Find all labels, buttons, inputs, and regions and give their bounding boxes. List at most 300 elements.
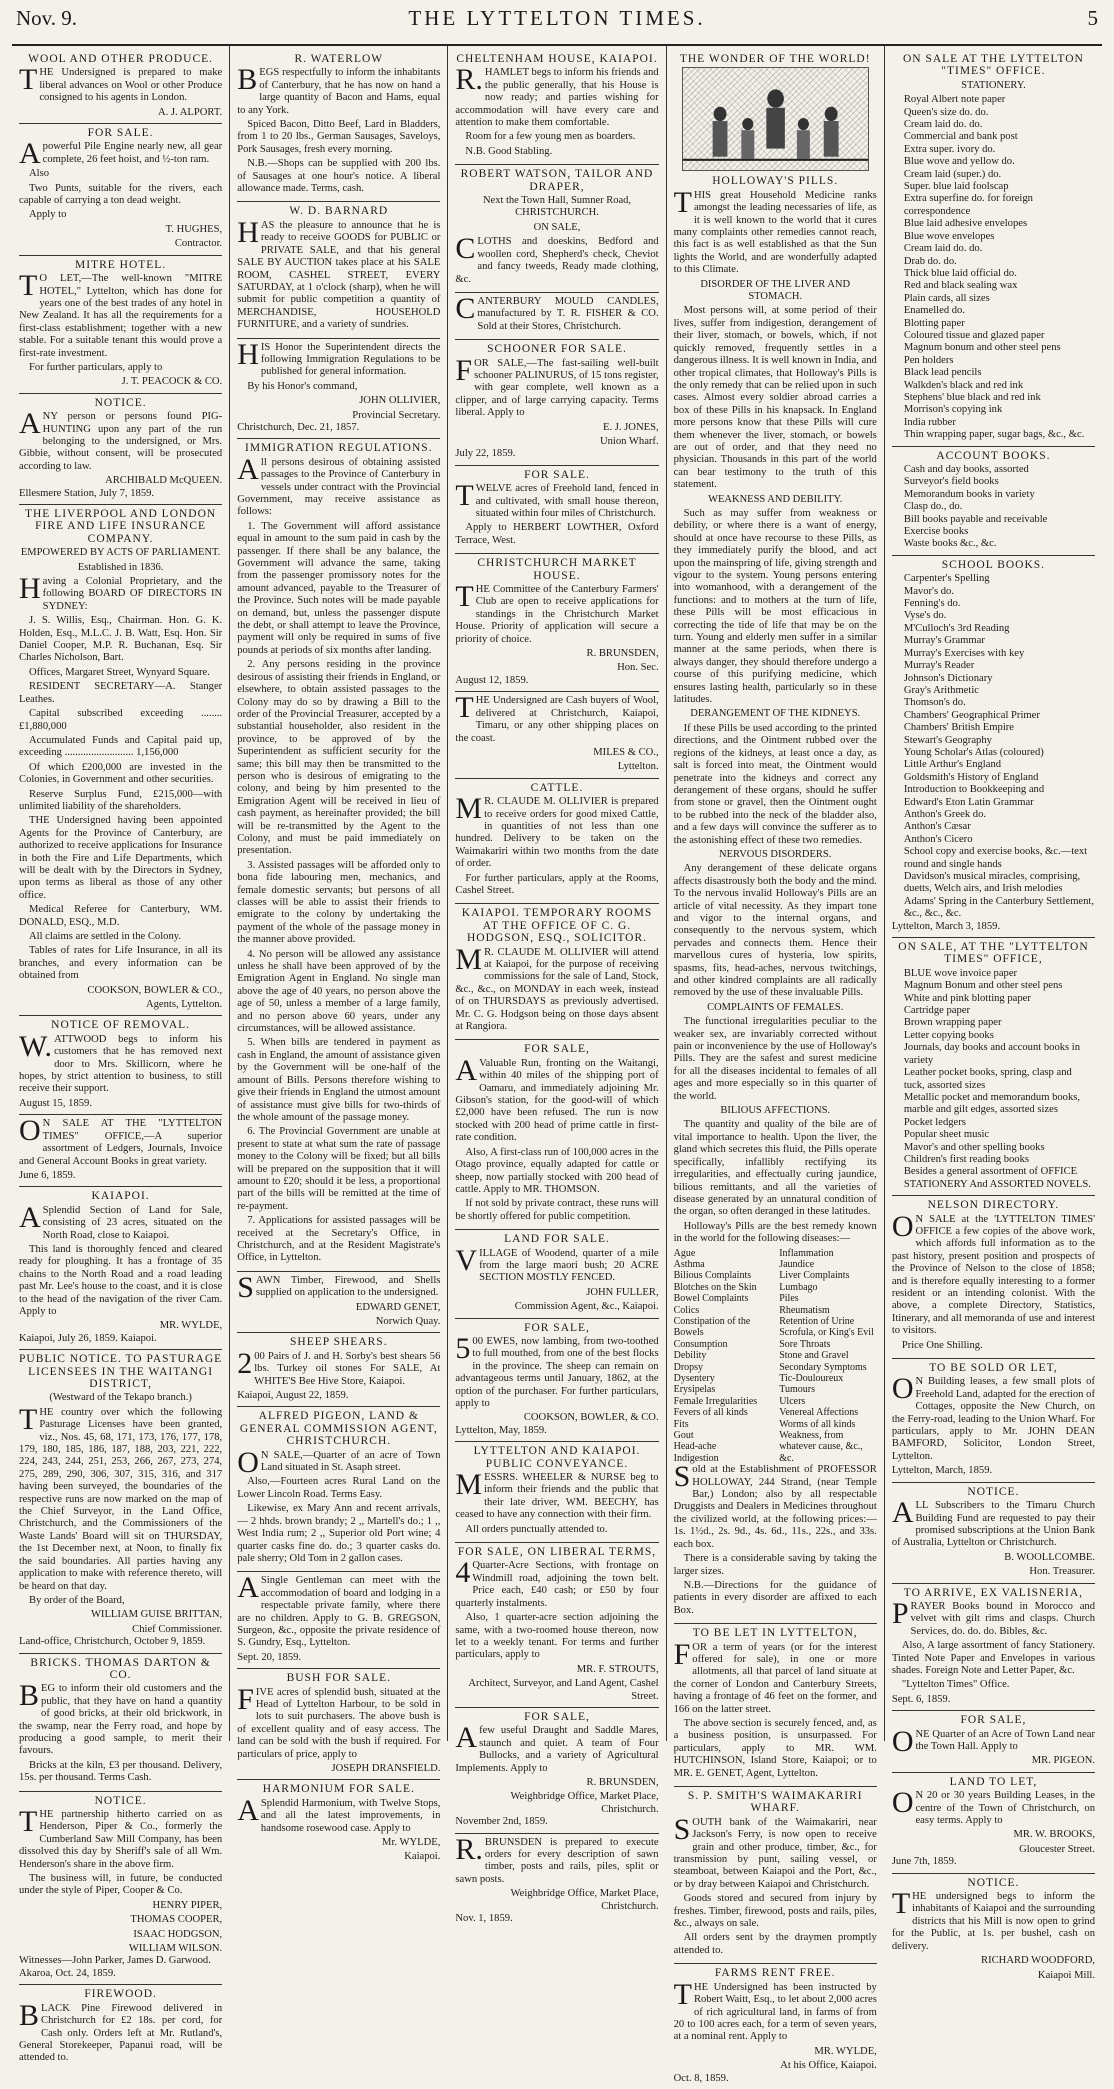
list-item: Extra superfine do. for foreign correspondence — [903, 193, 1033, 217]
ad-paragraph: 4Quarter-Acre Sections, with frontage on Windmill road, adjoining the town belt. Price each, £40 cash; or £50 by four quarterly instalments. — [455, 1556, 659, 1609]
ad-paragraph: THE country over which the following Pasturage Licenses have been granted, viz., Nos. 45, 68, 171, 173, 176, 177, 178, 179, 180, 185, 186, 187, 188, 203, 221, 222, 224, 243, 244, 251, 253, 266, 267, 273, 274, 275, 289, 290, 306, 307, 315, 316, and 317 having been surveyed, the boundaries of the respective runs are now marked on the map of the Chief Surveyor, in the Land Office, Christchurch, and the Commissioners of the Waste Lands' Board will sit on THURSDAY, the 1st December next, at Noon, to finally fix the said boundaries. All parties having any application to make with reference thereto, will be heard on that day. — [19, 1402, 223, 1592]
list-item: Murray's Grammar — [903, 635, 985, 647]
ad-paragraph: 6. The Provincial Government are unable at present to state at what sum the rate of passage money to the Colony will be fixed; but all bills will be prepared on the supposition that it will amount to £20; should it be less, a proportional part of the bills will be remitted at the time of re-payment. — [237, 1126, 441, 1212]
list-item: Johnson's Dictionary — [903, 672, 993, 684]
ad-title: ON SALE, AT THE "LYTTELTON TIMES" OFFICE, — [898, 941, 1089, 966]
list-item: Blue wove envelopes — [903, 230, 995, 242]
ad-paragraph: Apowerful Pile Engine nearly new, all gear complete, 26 feet hoist, and ½-ton ram. — [19, 137, 223, 171]
ad-body — [455, 1832, 659, 1887]
figures-engraving — [683, 68, 868, 170]
section-heading: NERVOUS DISORDERS. — [719, 848, 832, 860]
advertisement — [892, 938, 1095, 1196]
ad-signature: At his Office, Kaiapoi. — [780, 2060, 877, 2072]
pills-body — [673, 185, 877, 1246]
disease-item: Liver Complaints — [779, 1270, 850, 1282]
ad-dateline: Kaiapoi, July 26, 1859. Kaiapoi. — [19, 1332, 157, 1344]
ad-paragraph: Having a Colonial Proprietary, and the following BOARD OF DIRECTORS IN SYDNEY: — [19, 572, 223, 612]
pills-paragraph: Such as may suffer from weakness or debility, or where there is a want of energy, should at once have recourse to these Pills, as they immediately purify the blood, and act upon the mainspring of life, giving strength and vigour to the system. Young persons entering into womanhood, with a derangement of the functions: and to mothers at the turn of life, these Pills will be most efficacious in correcting the tide of life that may be on the turn. Young and elderly men suffer in a similar manner at the same periods, when there is always danger, they should therefore undergo a course of this purifying medicine, which ensures lasting health, particularly so in these latitudes. — [673, 507, 877, 706]
list-item: Young Scholar's Atlas (coloured) — [903, 746, 1044, 758]
ad-paragraph: N.B. Good Stabling. — [465, 145, 553, 157]
ad-body — [237, 1793, 441, 1835]
ad-body — [237, 63, 441, 195]
pills-paragraph: Holloway's Pills are the best remedy known in the world for the following diseases:— — [673, 1220, 877, 1245]
ad-dateline: Ellesmere Station, July 7, 1859. — [19, 487, 155, 499]
ad-title: THE LIVERPOOL AND LONDON FIRE AND LIFE INSURANCE COMPANY. — [24, 508, 217, 545]
list-item: Blotting paper — [903, 317, 965, 329]
list-item: Pocket ledgers — [903, 1116, 966, 1128]
advertisement — [455, 1319, 658, 1443]
column-3 — [448, 46, 666, 1925]
ad-dateline: Nov. 1, 1859. — [455, 1913, 513, 1925]
ad-paragraph: MR. CLAUDE M. OLLIVIER is prepared to receive orders for good mixed Cattle, in quantities of not less than one hundred. Delivery to be taken on the Waimakariri within two months from the date of order. — [455, 792, 659, 870]
disease-item: Ague — [673, 1247, 696, 1259]
ad-paragraph: THE undersigned begs to inform the inhabitants of Kaiapoi and the surrounding districts that his Mill is now open to grind for the Public, at 1s. per bushel, cash on delivery. — [891, 1887, 1096, 1952]
ad-title: NELSON DIRECTORY. — [927, 1199, 1060, 1212]
disease-item: Jaundice — [779, 1258, 815, 1270]
ad-body — [19, 1805, 223, 1898]
ad-signature: HENRY PIPER, — [152, 1899, 223, 1911]
ad-body — [19, 1200, 223, 1319]
ad-paragraph: Reserve Surplus Fund, £215,000—with unlimited liability of the shareholders. — [19, 788, 223, 812]
disease-item: Weakness, from whatever cause, &c., &c. — [779, 1430, 863, 1464]
ad-signature: THOMAS COOPER, — [130, 1914, 223, 1926]
ad-body — [237, 1445, 441, 1566]
ad-paragraph: HAS the pleasure to announce that he is ready to receive GOODS for PUBLIC or PRIVATE SALE, and that his general SALE BY AUCTION takes place at his SALE ROOM, CASHEL STREET, EVERY SATURDAY, at 1 o'clock (sharp), when he will submit for public competition a quantity of MERCHANDISE, HOUSEHOLD FURNITURE, and a variety of sundries. — [237, 215, 441, 331]
disease-item: Sore Throats — [779, 1338, 831, 1350]
list-item: Drab do. do. — [903, 255, 957, 267]
ad-title: KAIAPOI. TEMPORARY ROOMS AT THE OFFICE OF C. G. HODGSON, ESQ., SOLICITOR. — [461, 907, 653, 945]
pills-title: HOLLOWAY'S PILLS. — [712, 175, 839, 188]
pills-paragraph: THIS great Household Medicine ranks amongst the leading necessaries of life, as it is well known to the world that it cures many complaints other remedies cannot reach, this fact is as well established as that the Sun lights the World, and are wonderfully adapted to this Climate. — [673, 185, 877, 276]
disease-item: Stone and Gravel — [779, 1350, 849, 1362]
ad-list — [892, 94, 1095, 441]
ad-paragraph: For further particulars, apply to — [29, 361, 163, 373]
advertisement — [674, 1964, 877, 2089]
advertisement — [892, 1773, 1095, 1874]
advertisement — [19, 256, 222, 394]
ad-signature: EDWARD GENET, — [355, 1301, 441, 1313]
ad-paragraph: MESSRS. WHEELER & NURSE beg to inform their friends and the public that their late driver, WM. BEECHY, has ceased to have any connection with their firm. — [455, 1468, 659, 1521]
section-heading: COMPLAINTS OF FEMALES. — [707, 1001, 844, 1013]
issue-date: Nov. 9. — [16, 6, 78, 30]
section-heading: WEAKNESS AND DEBILITY. — [708, 493, 843, 505]
ad-dateline: July 22, 1859. — [455, 448, 516, 460]
ad-signature: JOHN OLLIVIER, — [359, 395, 441, 407]
ad-body — [19, 1029, 223, 1096]
ad-paragraph: By his Honor's command, — [247, 380, 358, 392]
advertisement — [237, 202, 440, 338]
advertisement — [892, 1874, 1095, 1986]
list-item: Royal Albert note paper — [903, 94, 1006, 106]
list-item: Blue wove and yellow do. — [903, 156, 1015, 168]
column-4-adverts — [674, 1624, 877, 2089]
ad-body — [19, 1679, 223, 1784]
disease-item: Indigestion — [673, 1452, 719, 1464]
advertisement — [19, 1985, 222, 2070]
ad-signature: JOHN FULLER, — [586, 1286, 659, 1298]
ad-paragraph: 200 Pairs of J. and H. Sorby's best shears 56 lbs. Turkey oil stones For SALE, At WHITE'S Bee Hive Store, Kaiapoi. — [237, 1346, 441, 1387]
advertisement — [892, 1584, 1095, 1712]
ad-title: TO ARRIVE, EX VALISNERIA, — [903, 1586, 1084, 1599]
ad-body — [19, 1114, 223, 1168]
ad-paragraph: Afew useful Draught and Saddle Mares, staunch and quiet. A team of Four Bullocks, and a variety of Agricultural Implements. Apply to — [455, 1721, 659, 1774]
list-item: Little Arthur's England — [903, 759, 1002, 771]
advertisement — [455, 1834, 658, 1930]
ad-dateline: Christchurch, Dec. 21, 1857. — [237, 421, 360, 433]
ad-title: PUBLIC NOTICE. TO PASTURAGE LICENSEES IN THE WAITANGI DISTRICT, — [19, 1353, 223, 1390]
ad-title: NOTICE. — [94, 396, 147, 409]
disease-item: Lumbago — [779, 1281, 818, 1293]
ad-signature: Kaiapoi Mill. — [1037, 1969, 1096, 1981]
list-item: BLUE wove invoice paper — [903, 967, 1018, 979]
list-item: White and pink blotting paper — [903, 992, 1031, 1004]
ad-dateline: November 2nd, 1859. — [455, 1816, 548, 1828]
list-item: Red and black sealing wax — [903, 280, 1018, 292]
ad-paragraph: All orders sent by the draymen promptly attended to. — [673, 1932, 877, 1956]
list-item: Besides a general assortment of OFFICE STATIONERY And ASSORTED NOVELS. — [903, 1166, 1091, 1190]
ad-signature: R. BRUNSDEN, — [586, 648, 659, 660]
ad-signature: T. HUGHES, — [165, 223, 223, 235]
ad-signature: Provincial Secretary. — [352, 409, 441, 421]
list-item: Morrison's copying ink — [903, 404, 1003, 416]
ad-title: FOR SALE, — [960, 1714, 1027, 1727]
ad-paragraph: THE Undersigned having been appointed Agents for the Province of Canterbury, are authorized to receive applications for Insurance in both the Fire and Life Departments, which will be dealt with by the Directors in Sydney, upon terms as liberal as those of any other office. — [19, 815, 223, 901]
ad-body — [237, 1571, 441, 1649]
ad-subtitle: EMPOWERED BY ACTS OF PARLIAMENT. — [20, 547, 221, 559]
disease-item: Tic-Douloureux — [779, 1373, 844, 1384]
ad-body — [455, 479, 659, 547]
advertisement — [19, 1016, 222, 1115]
ad-paragraph: Offices, Margaret Street, Wynyard Square. — [29, 666, 210, 678]
list-item: Mavor's and other spelling books — [903, 1141, 1045, 1153]
ad-paragraph: ON Building leases, a few small plots of Freehold Land, adapted for the erection of Cottages, opposite the New Church, on the Ferry-road, leading to the Union Wharf. For particulars, apply to Mr. JOHN DEAN BAMFORD, Solicitor, London Street, Lyttelton. — [891, 1372, 1096, 1462]
ad-paragraph: Spiced Bacon, Ditto Beef, Lard in Bladders, from 1 to 20 lbs., German Sausages, Saveloys, Pork Sausages, fresh every morning. — [237, 119, 441, 155]
ad-body — [237, 337, 441, 394]
pills-paragraph: Any derangement of these delicate organs affects disastrously both the body and the mind. To the nervous invalid Holloway's Pills are an article of vital necessity. As they impart tone and vigor to the internal organs, and consequently to the nervous system, which pervades and connects them. Hence their marvellous cures of hysteria, low spirits, spasms, fits, head-aches, nervous twitchings, and other kindred complaints are all radically removed by the use of these invaluable Pills. — [673, 863, 877, 999]
list-item: Thin wrapping paper, sugar bags, &c., &c. — [903, 429, 1085, 441]
list-item: Clasp do., do. — [903, 501, 963, 513]
disease-item: Piles — [779, 1293, 799, 1305]
ad-paragraph: By order of the Board, — [29, 1594, 125, 1606]
ad-body — [891, 1887, 1096, 1953]
ad-title: KAIAPOI. — [91, 1190, 150, 1203]
list-item: Walkden's black and red ink — [903, 379, 1024, 391]
ad-dateline: Witnesses—John Parker, James D. Garwood. Akaroa, Oct. 24, 1859. — [19, 1955, 211, 1979]
ad-title: HARMONIUM FOR SALE. — [262, 1783, 415, 1796]
ad-signature: Commission Agent, &c., Kaiapoi. — [514, 1301, 659, 1313]
disease-item: Worms of all kinds — [779, 1418, 856, 1430]
ad-paragraph: Room for a few young men as boarders. — [465, 131, 636, 143]
disease-item: Gout — [673, 1430, 694, 1442]
advertisement — [892, 447, 1095, 556]
advertisement — [455, 1442, 658, 1543]
ad-dateline: June 6, 1859. — [19, 1169, 76, 1181]
list-item: Thomson's do. — [903, 697, 966, 709]
ad-body — [455, 63, 659, 158]
disease-item: Female Irregularities — [673, 1395, 758, 1407]
ad-paragraph: Also, A first-class run of 100,000 acres in the Otago province, equally adapted for cattle or sheep, now partially stocked with 200 head of cattle. Apply to MR. THOMSON. — [455, 1146, 659, 1195]
ad-paragraph: Bricks at the kiln, £3 per thousand. Delivery, 15s. per thousand. Terms Cash. — [19, 1759, 223, 1784]
advertisement — [674, 1624, 877, 1787]
column-5 — [885, 46, 1102, 1981]
ad-signature: COOKSON, BOWLER & CO., — [87, 984, 223, 996]
list-item: Brown wrapping paper — [903, 1017, 1002, 1029]
ad-paragraph: For further particulars, apply at the Rooms, Cashel Street. — [455, 872, 659, 896]
ad-paragraph: TO LET,—The well-known "MITRE HOTEL," Lyttelton, which has done for years one of the best trades of any hotel in New Zealand. It has all the requirements for a first-class establishment; together with a new stable. For a suitable tenant this would prove a first-rate investment. — [19, 269, 223, 359]
list-item: Pen holders — [903, 354, 954, 366]
page-columns — [12, 46, 1102, 2084]
advertisement — [19, 1654, 222, 1792]
list-item: Waste books &c., &c. — [903, 538, 997, 550]
ad-title: CATTLE. — [530, 781, 584, 794]
ad-paragraph: THE Undersigned has been instructed by Robert Waitt, Esq., to let about 2,000 acres of rich agricultural land, in farms of from 20 to 100 acres each, for a term of seven years, at a nominal rent. Apply to — [673, 1977, 877, 2043]
ad-signature: Mr. WYLDE, — [382, 1837, 441, 1849]
list-item: School copy and exercise books, &c.—text round and single hands — [903, 846, 1088, 870]
disease-item: Ulcers — [779, 1395, 806, 1407]
ad-subtitle: (Westward of the Tekapo branch.) — [49, 1392, 192, 1404]
ad-paragraph: THE Committee of the Canterbury Farmers' Club are open to receive applications for standings in the Christchurch Market House. Priority of application will secure a priority of choice. — [455, 580, 659, 645]
ad-title: TO BE LET IN LYTTELTON, — [692, 1627, 858, 1640]
ad-paragraph: Also — [29, 168, 50, 180]
disease-item: Retention of Urine — [779, 1315, 855, 1327]
ad-paragraph: ASingle Gentleman can meet with the accommodation of board and lodging in a respectable private family, where there are no children. Apply to G. B. GREGSON, Surgeon, &c., opposite the private residence of S. Gundry, Esq., Lyttelton. — [237, 1571, 441, 1649]
pills-paragraph: Sold at the Establishment of PROFESSOR HOLLOWAY, 244 Strand, (near Temple Bar,) London; also by all respectable Druggists and Dealers in Medicines throughout the civilized world, at the following prices:—1s. 1½d., 2s. 9d., 4s. 6d., 11s., 22s., and 33s. each box. — [673, 1460, 877, 1550]
advertisement — [237, 1669, 440, 1780]
ad-list — [892, 464, 1095, 551]
list-item: Stephens' blue black and red ink — [903, 391, 1041, 403]
pills-paragraph: There is a considerable saving by taking the larger sizes. — [673, 1553, 877, 1577]
ad-paragraph: R.HAMLET begs to inform his friends and the public generally, that his House is now ready; and parties wishing for accommodation will have every care and attention to make them comfortable. — [455, 63, 659, 129]
list-item: Anthon's Cicero — [903, 833, 973, 845]
pills-paragraph: The quantity and quality of the bile are of vital importance to health. Upon the liver, the gland which secretes this fluid, the Pills operate specifically, infallibly rectifying its irregularities, and effectually curing jaundice, bilious remittants, and all the varieties of disease generated by an unnatural condition of the organ, so often deranged in these latitudes. — [673, 1119, 877, 1218]
ad-signature: Kaiapoi. — [404, 1851, 441, 1863]
list-item: Fenning's do. — [903, 598, 961, 610]
ad-signature: J. T. PEACOCK & CO. — [121, 376, 223, 388]
ad-paragraph: THE partnership hitherto carried on as Henderson, Piper & Co., formerly the Cumberland Saw Mill Company, has been dissolved this day by Sheriff's sale of all Wm. Henderson's share in the above firm. — [19, 1805, 223, 1870]
list-item: Stewart's Geography — [903, 734, 992, 746]
column-2 — [230, 46, 448, 1863]
section-heading: DERANGEMENT OF THE KIDNEYS. — [690, 708, 861, 720]
woodcut-caption: THE WONDER OF THE WORLD! — [679, 53, 871, 65]
ad-paragraph: Accumulated Funds and Capital paid up, exceeding .......................... 1,156,000 — [19, 734, 223, 759]
ad-dateline: Sept. 6, 1859. — [891, 1693, 951, 1705]
ad-paragraph: R.BRUNSDEN is prepared to execute orders for every description of sawn timber, posts and rails, piles, split or sawn posts. — [455, 1832, 659, 1885]
ad-paragraph: Also,—Fourteen acres Rural Land on the Lower Lincoln Road. Terms Easy. — [237, 1476, 441, 1500]
ad-title: BRICKS. THOMAS DARTON & CO. — [30, 1656, 211, 1681]
ad-title: ROBERT WATSON, TAILOR AND DRAPER, — [460, 168, 654, 193]
ad-paragraph: THE Undersigned is prepared to make liberal advances on Wool or other Produce consigned to his agents in London. — [19, 63, 223, 104]
list-item: Super. blue laid foolscap — [903, 181, 1009, 193]
ad-body — [455, 792, 659, 897]
advertisement — [237, 1407, 440, 1572]
ad-signature: WILLIAM WILSON. — [128, 1943, 223, 1955]
advertisement — [455, 1040, 658, 1230]
list-item: Magnum Bonum and other steel pens — [903, 980, 1063, 992]
ad-body — [19, 407, 223, 473]
ad-paragraph: Apply to HERBERT LOWTHER, Oxford Terrace, West. — [455, 522, 659, 546]
ad-signature: A. J. ALPORT. — [157, 106, 223, 118]
disease-item: Dysentery — [673, 1373, 715, 1384]
ad-title: SCHOOL BOOKS. — [941, 558, 1046, 571]
advertisement — [892, 556, 1095, 938]
ad-dateline: Lyttelton, March, 1859. — [891, 1465, 993, 1477]
ad-paragraph: ANY person or persons found PIG-HUNTING upon any part of the run belonging to the undersigned, or Mrs. Gibbie, without consent, will be prosecuted according to law. — [19, 407, 223, 472]
ad-paragraph: HIS Honor the Superintendent directs the following Immigration Regulations to be published for general information. — [237, 337, 441, 378]
ad-signature: WILLIAM GUISE BRITTAN, — [90, 1609, 223, 1621]
ad-list — [892, 968, 1095, 1191]
ad-signature: Lyttelton. — [617, 761, 659, 773]
ad-signature: ISAAC HODGSON, — [133, 1928, 223, 1940]
ad-body — [237, 452, 441, 1265]
ad-signature: Agents, Lyttelton. — [145, 999, 223, 1011]
advertisement — [237, 439, 440, 1271]
list-item: Surveyor's field books — [903, 476, 999, 488]
ad-dateline: Sept. 20, 1859. — [237, 1651, 302, 1663]
section-heading: BILIOUS AFFECTIONS. — [720, 1105, 831, 1117]
ad-title: SCHOONER FOR SALE. — [487, 343, 627, 356]
ad-body — [19, 572, 223, 983]
advertisement — [455, 779, 658, 905]
advertisement — [19, 50, 222, 124]
ad-body — [891, 1596, 1096, 1692]
pills-after — [673, 1460, 877, 1617]
list-item: Plain cards, all sizes — [903, 292, 990, 304]
advertisement — [455, 1230, 658, 1318]
advertisement — [455, 1543, 658, 1708]
ad-signature: Hon. Sec. — [617, 662, 659, 674]
ad-title: CHELTENHAM HOUSE, KAIAPOI. — [456, 53, 658, 65]
ad-paragraph: BLACK Pine Firewood delivered in Christchurch for £2 18s. per cord, for Cash only. Orders left at Mr. Rutland's, General Storekeeper, Papanui road, will be attended to. — [19, 1998, 223, 2064]
ad-paragraph: 5. When bills are tendered in payment as cash in England, the amount of assistance given by the Government will be one-half of the amount of Bills. Persons therefore wishing to give their friends in England the utmost amount of assistance must give bills for two-thirds of the whole amount of the passage money. — [237, 1037, 441, 1123]
ad-paragraph: FIVE acres of splendid bush, situated at the Head of Lyttelton Harbour, to be sold in lots to suit purchasers. The above bush is of excellent quality and of easy access. The land can be sold with the bush if required. For particulars of price, apply to — [237, 1682, 441, 1760]
advertisement — [19, 124, 222, 256]
ad-signature: JOSEPH DRANSFIELD. — [331, 1763, 441, 1774]
ad-title: LYTTELTON AND KAIAPOI. PUBLIC CONVEYANCE. — [473, 1445, 641, 1470]
ad-paragraph: W.ATTWOOD begs to inform his customers that he has removed next door to Mrs. Skillicorn, where he hopes, by strict attention to business, to still receive their support. — [19, 1029, 223, 1095]
ad-paragraph: RESIDENT SECRETARY—A. Stanger Leathes. — [19, 681, 223, 705]
ad-body — [455, 1243, 659, 1285]
ad-body — [237, 1270, 441, 1304]
ad-paragraph: PRAYER Books bound in Morocco and velvet with gilt rims and clasps. Church Services, do. do. do. Bibles, &c. — [891, 1596, 1096, 1637]
ad-dateline: Lyttelton, May, 1859. — [455, 1424, 547, 1436]
disease-item: Scrofula, or King's Evil — [779, 1327, 874, 1339]
advertisement — [455, 165, 658, 293]
ad-paragraph: THE Undersigned are Cash buyers of Wool, delivered at Christchurch, Kaiapoi, Timaru, or any other shipping places on the coast. — [455, 691, 659, 744]
list-item: Exercise books — [903, 526, 969, 538]
ad-signature: Norwich Quay. — [375, 1316, 441, 1327]
ad-dateline: Oct. 8, 1859. — [673, 2072, 729, 2084]
ad-title: ON SALE AT THE LYTTELTON "TIMES" OFFICE. — [902, 53, 1084, 78]
list-item: Blue laid adhesive envelopes — [903, 218, 1028, 230]
disease-item: Bowel Complaints — [673, 1293, 749, 1305]
ad-paragraph: 1. The Government will afford assistance equal in amount to the sum paid in cash by the passenger. If there shall be any balance, the Government will advance the same, taking from the passenger promissory notes for the amount advanced, payable to the Treasurer of the Province. Such notes will be made payable on demand, but, unless the passenger dispute the debt, or shall attempt to leave the Province, payment will only be required in sums of five pounds at periods of six months after landing. — [237, 520, 441, 656]
ad-title: WOOL AND OTHER PRODUCE. — [28, 53, 214, 65]
ad-body — [455, 291, 659, 333]
disease-item: Blotches on the Skin — [673, 1281, 757, 1293]
disease-item: Constipation of the Bowels — [673, 1315, 751, 1339]
ad-paragraph: All orders punctually attended to. — [465, 1523, 608, 1535]
list-item: Anthon's Greek do. — [903, 808, 987, 820]
advertisement — [19, 394, 222, 505]
ad-paragraph: ONE Quarter of an Acre of Town Land near the Town Hall. Apply to — [891, 1724, 1096, 1758]
list-item: Introduction to Bookkeeping and — [903, 784, 1045, 796]
ad-paragraph: Price One Shilling. — [901, 1339, 983, 1351]
ad-paragraph: Likewise, ex Mary Ann and recent arrivals,— 2 hhds. brown brandy; 2 ,, Martell's do.; 1 ,, West India rum; 2 ,, Superior old Port wine; 4 quarter casks fine do. do.; 3 quarter casks do. pale sherry; Old Tom in 2 gallon cases. — [237, 1503, 441, 1564]
ad-signature: Weighbridge Office, Market Place, Christchurch. — [510, 1791, 659, 1815]
list-item: Edward's Eton Latin Grammar — [903, 796, 1034, 808]
ad-body — [673, 1637, 877, 1780]
list-item: Thick blue laid official do. — [903, 267, 1017, 279]
ad-paragraph: SAWN Timber, Firewood, and Shells supplied on application to the undersigned. — [237, 1270, 441, 1304]
list-item: Goldsmith's History of England — [903, 771, 1039, 783]
disease-item: Rheumatism — [779, 1304, 830, 1316]
list-item: Murray's Exercises with key — [903, 647, 1025, 659]
list-item: Popular sheet music — [903, 1129, 990, 1141]
ad-title: NOTICE. — [967, 1485, 1020, 1498]
disease-item: Debility — [673, 1350, 707, 1362]
ad-signature: MR. WYLDE, — [814, 2045, 877, 2057]
holloway-advert — [674, 50, 877, 1624]
ad-signature: RICHARD WOODFORD, — [981, 1955, 1096, 1967]
ad-body — [455, 580, 659, 646]
advertisement — [19, 505, 222, 1016]
pills-paragraph: If these Pills be used according to the printed directions, and the Ointment rubbed over the regions of the kidneys, at least once a day, as salt is forced into meat, the Ointment would penetrate into the kidneys and correct any derangement of these organs, should he suffer from stone or gravel, then the Ointment ought to be rubbed into the neck of the bladder also, and a few days will convince the sufferer as to the astonishing effect of these two remedies. — [673, 722, 877, 846]
list-item: Black lead pencils — [903, 367, 982, 379]
ad-body — [19, 1402, 223, 1608]
ad-paragraph: 2. Any persons residing in the province desirous of assisting their friends in England, or elsewhere, to obtain assisted passages to the Colony may do so by drawing a Bill to the order of the Provincial Treasurer, accepted by a substantial householder, also resident in the province, to be approved of by the Superintendent as sufficient security for the same; this bill may then be transmitted to the person who is desirous of emigrating to the colony, and being by him presented to the Emigration Agent will be received in lieu of cash payment, as hereinafter provided; the bill will be re-transmitted by the Agent to the Colony, and must be paid immediately on presentation. — [237, 659, 441, 857]
disease-item: Fits — [673, 1418, 689, 1430]
ad-body — [891, 1786, 1096, 1827]
ad-title: ALFRED PIGEON, LAND & GENERAL COMMISSION AGENT, CHRISTCHURCH. — [239, 1410, 438, 1448]
ad-body — [237, 1682, 441, 1761]
ad-signature: E. J. JONES, — [602, 421, 659, 433]
ad-dateline: August 15, 1859. — [19, 1097, 92, 1109]
ad-title: FIREWOOD. — [84, 1988, 157, 2001]
list-item: Anthon's Cæsar — [903, 821, 971, 833]
ad-paragraph: 7. Applications for assisted passages will be received at the Secretary's Office, in Christchurch, and at the Resident Magistrate's Office, in Lyttelton. — [237, 1215, 441, 1264]
ad-paragraph: FOR SALE,—The fast-sailing well-built schooner PALINURUS, of 15 tons register, with gear complete, well known as a clipper, and of large carrying capacity. Terms liberal. Apply to — [455, 353, 659, 419]
ad-paragraph: N.B.—Shops can be supplied with 200 lbs. of Sausages at one hour's notice. A liberal allowance made. Terms, cash. — [237, 158, 441, 195]
ad-paragraph: CANTERBURY MOULD CANDLES, manufactured by T. R. FISHER & CO. Sold at their Stores, Christchurch. — [455, 291, 659, 332]
ad-dateline: Lyttelton, March 3, 1859. — [891, 920, 1001, 932]
ad-body — [455, 1331, 659, 1410]
list-item: Cream laid do. do. — [903, 119, 983, 131]
ad-list — [892, 573, 1095, 920]
ad-paragraph: VILLAGE of Woodend, quarter of a mile from the large maori bush; 20 ACRE SECTION MOSTLY FENCED. — [455, 1243, 659, 1284]
ad-subtitle: ON SALE, — [533, 221, 581, 233]
ad-paragraph: 3. Assisted passages will be afforded only to bona fide labouring men, mechanics, and female domestic servants; but persons of all classes will be able to assist their friends to emigrate to the colony by undertaking the payment of the whole of the passage money in the manner above provided. — [237, 859, 441, 946]
ad-title: SHEEP SHEARS. — [290, 1336, 388, 1349]
ad-title: S. P. SMITH'S WAIMAKARIRI WHARF. — [687, 1790, 863, 1815]
list-item: Carpenter's Spelling — [903, 573, 990, 585]
advertisement — [19, 1115, 222, 1187]
ad-dateline: Land-office, Christchurch, October 9, 1859. — [19, 1636, 206, 1648]
ad-body — [455, 353, 659, 420]
ad-paragraph: 4. No person will be allowed any assistance unless he shall have been approved of by the Emigration Agent in England. No single man above the age of 40 years, no person above the age of 50, unless a member of a large family, and no person above 60 years, under any circumstances, will be allowed assistance. — [237, 948, 441, 1035]
ad-signature: ARCHIBALD McQUEEN. — [105, 475, 223, 487]
disease-item: Dropsy — [673, 1361, 704, 1373]
ad-paragraph: Tables of rates for Life Insurance, in all its branches, and every information can be obtained from — [19, 945, 223, 982]
ad-body — [891, 1496, 1096, 1550]
ad-title: MITRE HOTEL. — [74, 258, 167, 271]
list-item: Metallic pocket and memorandum books, marble and gilt edges, assorted sizes — [903, 1091, 1081, 1116]
section-heading: DISORDER OF THE LIVER AND STOMACH. — [700, 278, 851, 303]
ad-body — [237, 1346, 441, 1388]
ad-subtitle: STATIONERY. — [961, 79, 1026, 91]
advertisement — [892, 50, 1095, 447]
ad-paragraph: Capital subscribed exceeding ........£1,880,000 — [19, 708, 223, 732]
ad-body — [673, 1977, 877, 2044]
